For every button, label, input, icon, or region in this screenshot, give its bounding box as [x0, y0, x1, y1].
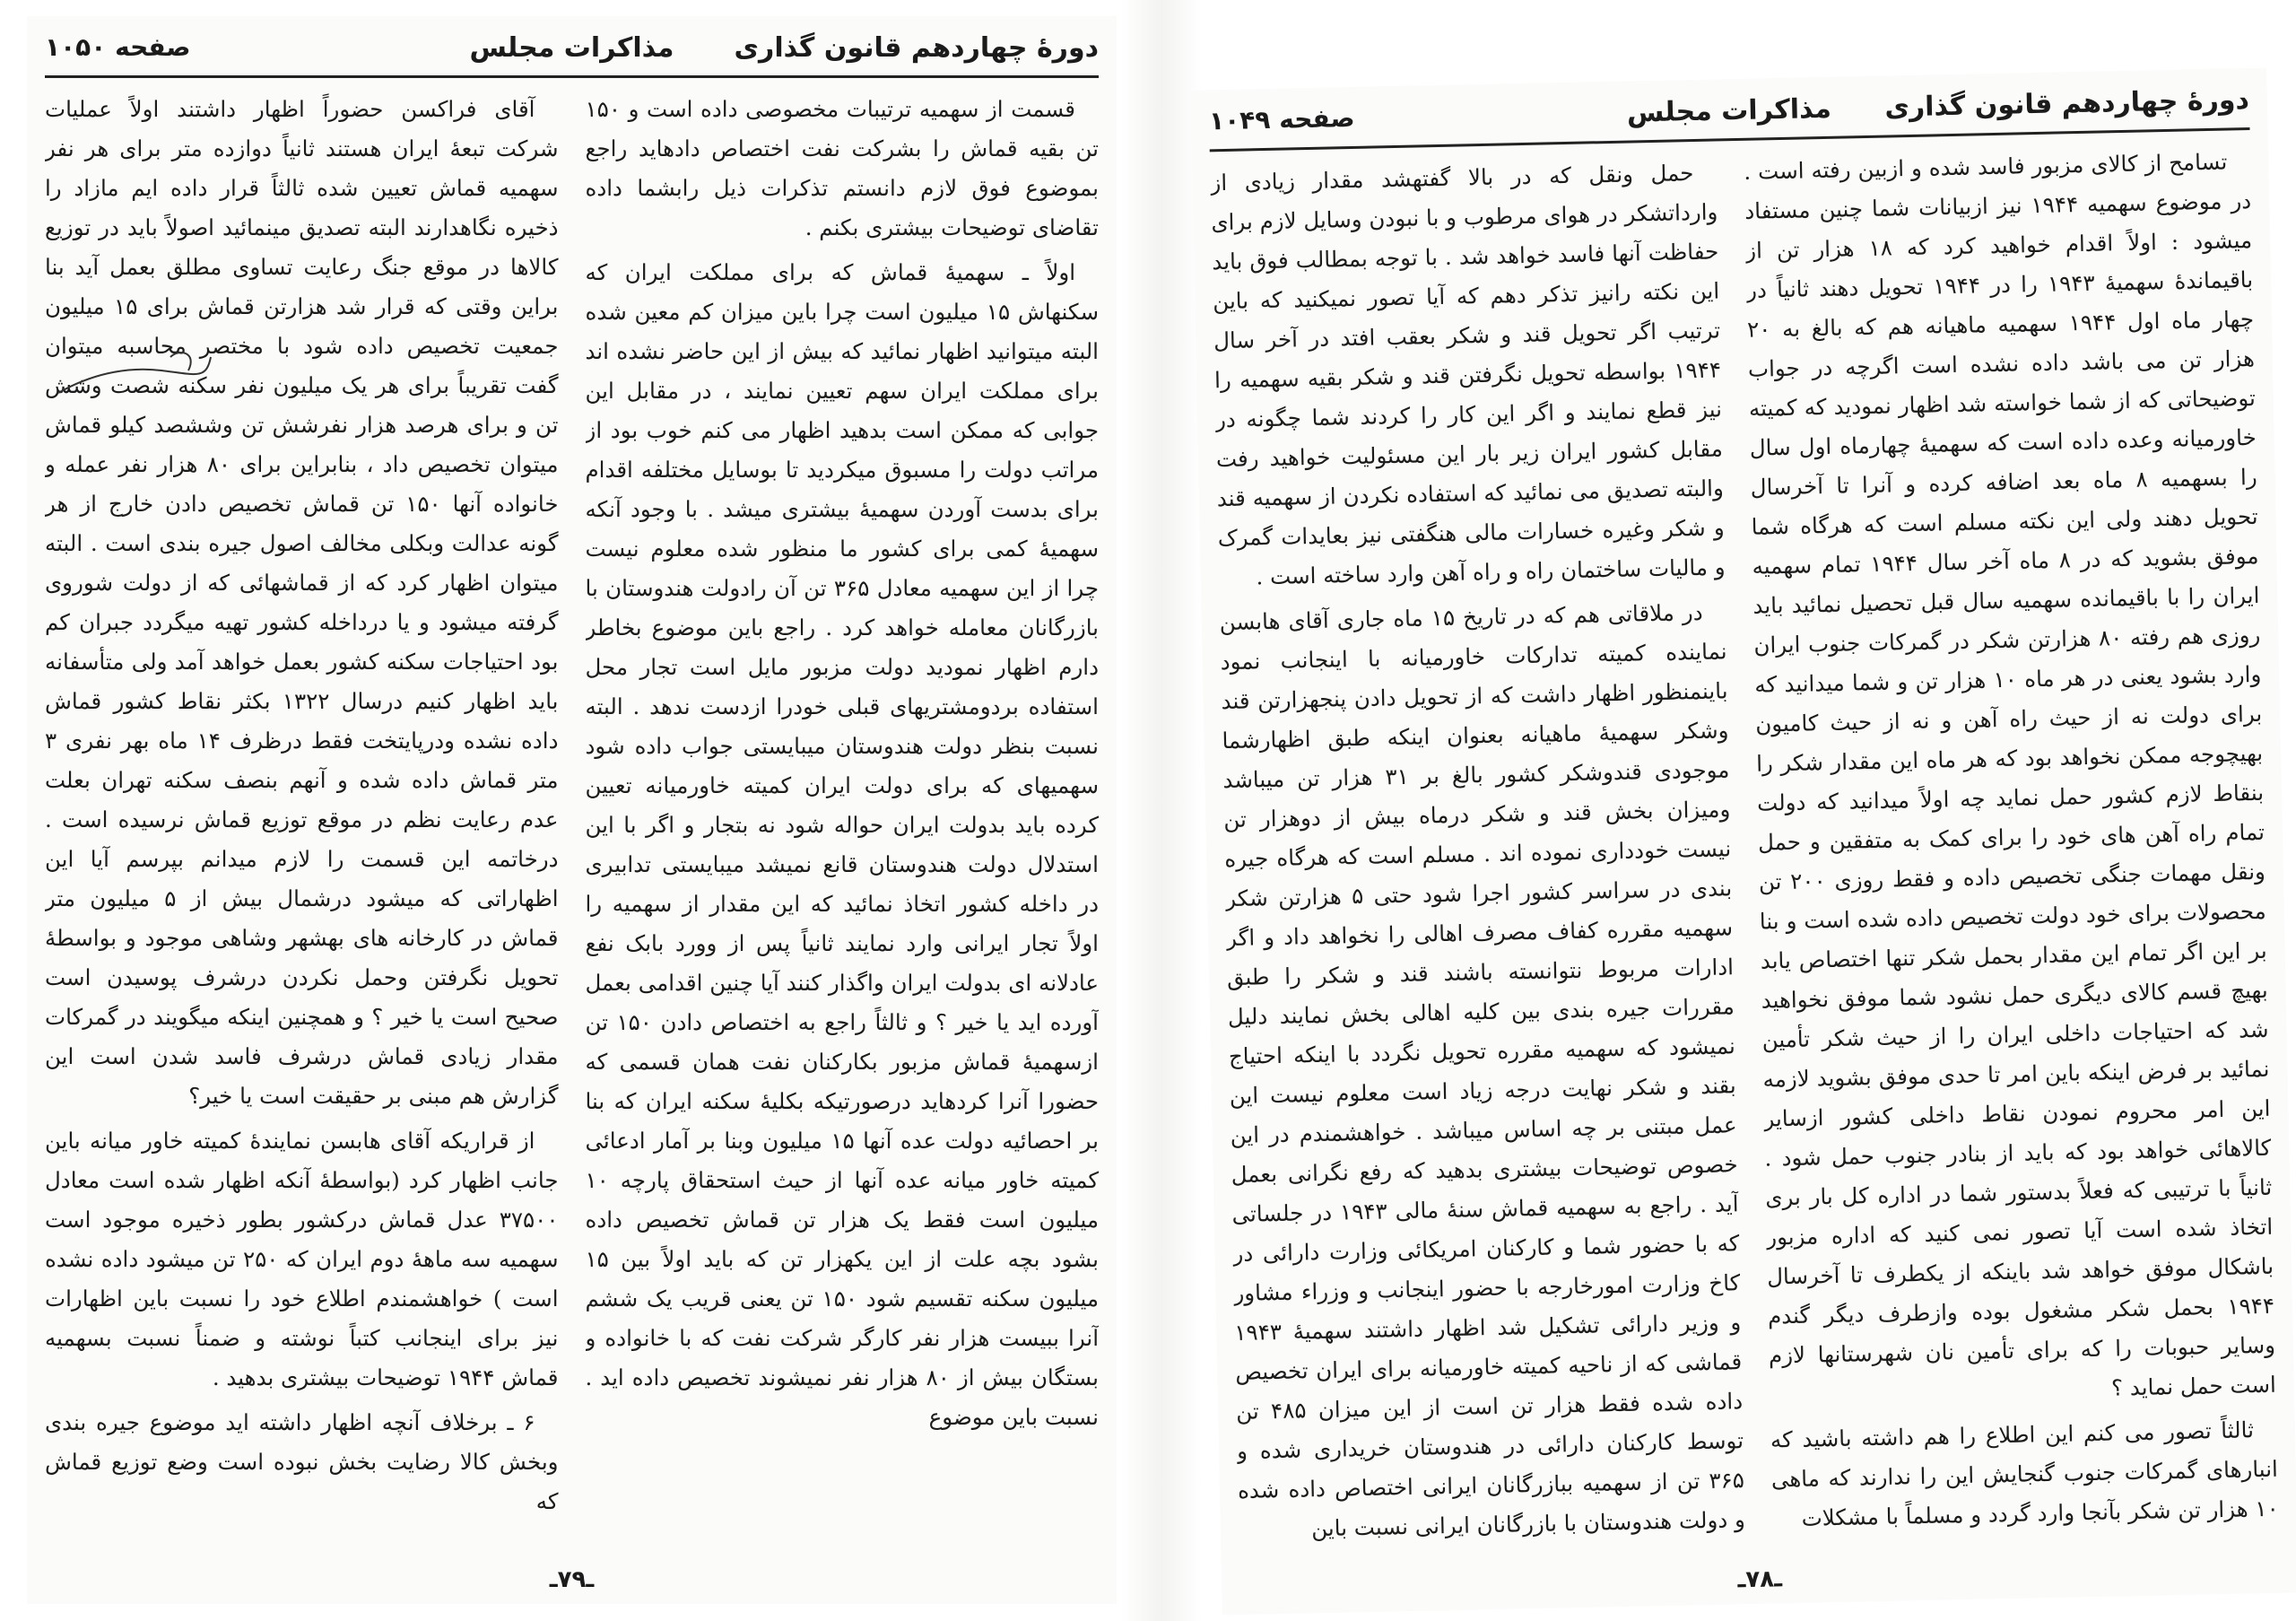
right-header-series: دورهٔ چهاردهم قانون گذاری: [1884, 84, 2250, 124]
left-header-page-number: صفحه ۱۰۵۰: [45, 32, 191, 62]
right-page-column-left: [1210, 153, 1746, 1560]
left-header-title: مذاکرات مجلس: [469, 32, 674, 64]
left-page-header: [45, 25, 1099, 78]
paragraph: ۶ ـ برخلاف آنچه اظهار داشته اید موضوع جیره بندی وبخش کالا رضایت بخش نبوده است وضع توزیع قماش که: [45, 1409, 559, 1514]
left-page-folio: ـ۷۹ـ: [549, 1566, 595, 1593]
right-header-page-number: صفحه ۱۰۴۹: [1208, 102, 1355, 136]
handwritten-pen-mark: [54, 339, 215, 411]
left-header-series: دورهٔ چهاردهم قانون گذاری: [734, 32, 1099, 64]
paragraph: در ملاقاتی هم که در تاریخ ۱۵ ماه جاری آقای هابسن نماینده کمیته تدارکات خاورمیانه با اینجانب نمود باینمنظور اظهار داشت که از تحویل دادن پنجهزارتن قند وشکر سهمیهٔ ماهیانه بعنوان اینکه طبق اظهارشما موجودی قندوشکر کشور بالغ بر ۳۱ هزار تن میباشد ومیزان بخش قند و شکر درماه بیش از دوهزار تن نیست خودداری نموده اند . مسلم است که هرگاه جیره بندی در سراسر کشور اجرا شود حتی ۵ هزارتن شکر سهمیه مقرره کفاف مصرف اهالی را نخواهد داد و اگر ادارات مربوط نتوانسته باشند قند و شکر را طبق مقررات جیره بندی بین کلیه اهالی بخش نمایند دلیل نمیشود که سهمیه مقرره تحویل نگردد با اینکه احتیاج بقند و شکر نهایت درجه زیاد است معلوم نیست این عمل مبتنی بر چه اساس میباشد . خواهشمندم در این خصوص توضیحات بیشتری بدهید که رفع نگرانی بعمل آید . راجع به سهمیه قماش سنهٔ مالی ۱۹۴۳ در جلساتی که با حضور شما و کارکنان امریکائی وزارت دارائی در کاخ وزارت امورخارجه با حضور اینجانب و وزراء مشاور و وزیر دارائی تشکیل شد اظهار داشتند سهمیهٔ ۱۹۴۳ قماشی که از ناحیه کمیته خاورمیانه برای ایران تخصیص داده شده فقط هزار تن است از این میزان ۴۸۵ تن توسط کارکنان دارائی در هندوستان خریداری شده و ۳۶۵ تن از سهمیه ببازرگانان ایرانی اختصاص داده شده و دولت هندوستان با بازرگانان ایرانی نسبت باین: [1219, 598, 1746, 1542]
paragraph: ثالثاً تصور می کنم این اطلاع را هم داشته باشید که انبارهای گمرکات جنوب گنجایش این را ندارند که ماهی ۱۰ هزار تن شکر بآنجا وارد گردد و مسلماً با مشکلات: [1770, 1416, 2279, 1531]
right-page-header: [1209, 77, 2250, 152]
paragraph: اولاً ـ سهمیهٔ قماش که برای مملکت ایران که سکنهاش ۱۵ میلیون است چرا باین میزان کم معین شده البته میتوانید اظهار نمائید که بیش از این حاضر نشده اند برای مملکت ایران سهم تعیین نمایند ، در مقابل این جوابی که ممکن است بدهید اظهار می کنم خوب بود از مراتب دولت را مسبوق میکردید تا بوسایل مختلفه اقدام برای بدست آوردن سهمیهٔ بیشتری میشد . با وجود آنکه سهمیهٔ کمی برای کشور ما منظور شده معلوم نیست چرا از این سهمیه معادل ۳۶۵ تن آن رادولت هندوستان با بازرگانان معامله خواهد کرد . راجع باین موضوع بخاطر دارم اظهار نمودید دولت مزبور مایل است تجار محل استفاده بردومشتریهای قبلی خودرا ازدست ندهد . البته نسبت بنظر دولت هندوستان میبایستی جواب داده شود سهمیهای که برای دولت ایران کمیته خاورمیانه تعیین کرده باید بدولت ایران حواله شود نه بتجار و اگر با این استدلال دولت هندوستان قانع نمیشد میبایستی تدابیری در داخله کشور اتخاذ نمائید که این مقدار از سهمیه را اولاً تجار ایرانی وارد نمایند ثانیاً پس از وورد بابک نفع عادلانه ای بدولت ایران واگذار کنند آیا چنین اقدامی بعمل آورده اید یا خیر ؟ و ثالثاً راجع به اختصاص دادن ۱۵۰ تن ازسهمیهٔ قماش مزبور بکارکنان نفت همان قسمی که حضورا آنرا کردهاید درصورتیکه بکلیهٔ سکنه ایران که بنا بر احصائیه دولت عده آنها ۱۵ میلیون وبنا بر آمار ادعائی کمیته خاور میانه عده آنها از حیث استحقاق پارچه ۱۰ میلیون است فقط یک هزار تن قماش تخصیص داده بشود بچه علت از این یکهزار تن که باید اولاً بین ۱۵ میلیون سکنه تقسیم شود ۱۵۰ تن یعنی قریب یک ششم آنرا ببیست هزار نفر کارگر شرکت نفت که با خانواده و بستگان بیش از ۸۰ هزار نفر نمیشوند تخصیص داده اید . نسبت باین موضوع: [585, 259, 1099, 1430]
left-page-columns: [45, 90, 1099, 1550]
right-page-columns: [1210, 142, 2279, 1561]
paragraph: از قراریکه آقای هابسن نمایندهٔ کمیته خاور میانه باین جانب اظهار کرد (بواسطهٔ آنکه اظهار شده است معادل ۳۷۵۰۰ عدل قماش درکشور بطور ذخیره موجود است سهمیه سه ماههٔ دوم ایران که ۲۵۰ تن میشود داده نشده است ) خواهشمندم اطلاع خود را نسبت باین اظهارات نیز برای اینجانب کتباً نوشته و ضمناً نسبت بسهمیه قماش ۱۹۴۴ توضیحات بیشتری بدهید .: [45, 1128, 559, 1390]
right-page-column-right: [1744, 142, 2280, 1549]
right-page: [1190, 68, 2296, 1616]
book-gutter: [1121, 0, 1202, 1621]
right-page-folio: ـ۷۸ـ: [1737, 1565, 1783, 1594]
left-page-column-right: [586, 90, 1100, 1550]
paragraph: تسامح از کالای مزبور فاسد شده و ازبین رفته است . در موضوع سهمیه ۱۹۴۴ نیز ازبیانات شما چنین مستفاد میشود : اولاً اقدام خواهید کرد که ۱۸ هزار تن از باقیماندهٔ سهمیهٔ ۱۹۴۳ را در ۱۹۴۴ تحویل دهند ثانیاً در چهار ماه اول ۱۹۴۴ سهمیه ماهیانه هم که بالغ به ۲۰ هزار تن می باشد داده نشده است اگرچه در جواب توضیحاتی که از شما خواسته شد اظهار نمودید که کمیته خاورمیانه وعده داده است که سهمیهٔ چهارماه اول سال را بسهمیه ۸ ماه بعد اضافه کرده و آنرا تا آخرسال تحویل دهند ولی این نکته مسلم است که هرگاه شما موفق بشوید که در ۸ ماه آخر سال ۱۹۴۴ تمام سهمیه ایران را با باقیمانده سهمیه سال قبل تحصیل نمائید باید روزی هم رفته ۸۰ هزارتن شکر در گمرکات جنوب ایران وارد بشود یعنی در هر ماه ۱۰ هزار تن و شما میدانید که برای دولت نه از حیث راه آهن و نه از حیث کامیون بهیچوجه ممکن نخواهد بود که هر ماه این مقدار شکر را بنقاط لازم کشور حمل نماید چه اولاً میدانید که دولت تمام راه آهن های خود را برای کمک به متفقین و حمل ونقل مهمات جنگی تخصیص داده و فقط روزی ۲۰۰ تن محصولات برای خود دولت تخصیص داده شده است و بنا بر این اگر تمام این مقدار بحمل شکر تنها اختصاص یابد بهیچ قسم کالای دیگری حمل نشود شما موفق نخواهید شد که احتیاجات داخلی ایران را از حیث شکر تأمین نمائید بر فرض اینکه باین امر تا حدی موفق بشوید لازمه این امر محروم نمودن نقاط داخلی کشور ازسایر کالاهائی خواهد بود که باید از بنادر جنوب حمل شود . ثانیاً با ترتیبی که فعلاً بدستور شما در اداره کل بار بری اتخاذ شده است آیا تصور نمی کنید که اداره مزبور باشکال موفق خواهد شد باینکه از یکطرف تا آخرسال ۱۹۴۴ بحمل شکر مشغول بوده وازطرف دیگر گندم وسایر حبوبات را که برای تأمین نان شهرستانها لازم است حمل نماید ؟: [1744, 148, 2277, 1401]
left-page: [27, 16, 1117, 1604]
left-page-column-left: [45, 90, 559, 1550]
paragraph: قسمت از سهمیه ترتیبات مخصوصی داده است و ۱۵۰ تن بقیه قماش را بشرکت نفت اختصاص دادهاید راجع بموضوع فوق لازم دانستم تذکرات ذیل رابشما داده تقاضای توضیحات بیشتری بکنم .: [585, 96, 1099, 240]
right-header-title: مذاکرات مجلس: [1626, 92, 1832, 129]
paragraph: آقای فراکسن حضوراً اظهار داشتند اولاً عملیات شرکت تبعهٔ ایران هستند ثانیاً دوازده متر برای هر نفر سهمیه قماش تعیین شده ثالثاً قرار داده ایم مازاد را ذخیره نگاهدارند البته تصدیق مینمائید اصولاً باید در توزیع کالاها در موقع جنگ رعایت تساوی مطلق بعمل آید بنا براین وقتی که قرار شد هزارتن قماش برای ۱۵ میلیون جمعیت تخصیص داده شود با مختصر محاسبه میتوان گفت تقریباً برای هر یک میلیون نفر سکنه شصت وشش تن و برای هرصد هزار نفرشش تن وششصد کیلو قماش میتوان تخصیص داد ، بنابراین برای ۸۰ هزار نفر عمله و خانواده آنها ۱۵۰ تن قماش تخصیص دادن خارج از هر گونه عدالت وبکلی مخالف اصول جیره بندی است . البته میتوان اظهار کرد که از قماشهائی که از دولت شوروی گرفته میشود و یا درداخله کشور تهیه میگردد جبران کم بود احتیاجات سکنه کشور بعمل خواهد آمد ولی متأسفانه باید اظهار کنیم درسال ۱۳۲۲ بکثر نقاط کشور قماش داده نشده ودرپایتخت فقط درظرف ۱۴ ماه بهر نفری ۳ متر قماش داده شده و آنهم بنصف سکنه تهران بعلت عدم رعایت نظم در موقع توزیع قماش نرسیده است . درخاتمه این قسمت را لازم میدانم بپرسم آیا این اظهاراتی که میشود درشمال بیش از ۵ میلیون متر قماش در کارخانه های بهشهر وشاهی موجود و بواسطهٔ تحویل نگرفتن وحمل نکردن درشرف پوسیدن است صحیح است یا خیر ؟ و همچنین اینکه میگویند در گمرکات مقدار زیادی قماش درشرف فاسد شدن است این گزارش هم مبنی بر حقیقت است یا خیر؟: [45, 96, 559, 1109]
paragraph: حمل ونقل که در بالا گفتهشد مقدار زیادی از وارداتشکر در هوای مرطوب و با نبودن وسایل لازم برای حفاظت آنها فاسد خواهد شد . با توجه بمطالب فوق باید این نکته رانیز تذکر دهم که آیا تصور نمیکنید که باین ترتیب اگر تحویل قند و شکر بعقب افتد در آخر سال ۱۹۴۴ بواسطه تحویل نگرفتن قند و شکر بقیه سهمیه را نیز قطع نمایند و اگر این کار را کردند شما چگونه در مقابل کشور ایران زیر بار این مسئولیت خواهید رفت والبته تصدیق می نمائید که استفاده نکردن از سهمیه قند و شکر وغیره خسارات مالی هنگفتی نیز بعایدات گمرک و مالیات ساختمان راه و راه آهن وارد ساخته است .: [1210, 160, 1726, 590]
